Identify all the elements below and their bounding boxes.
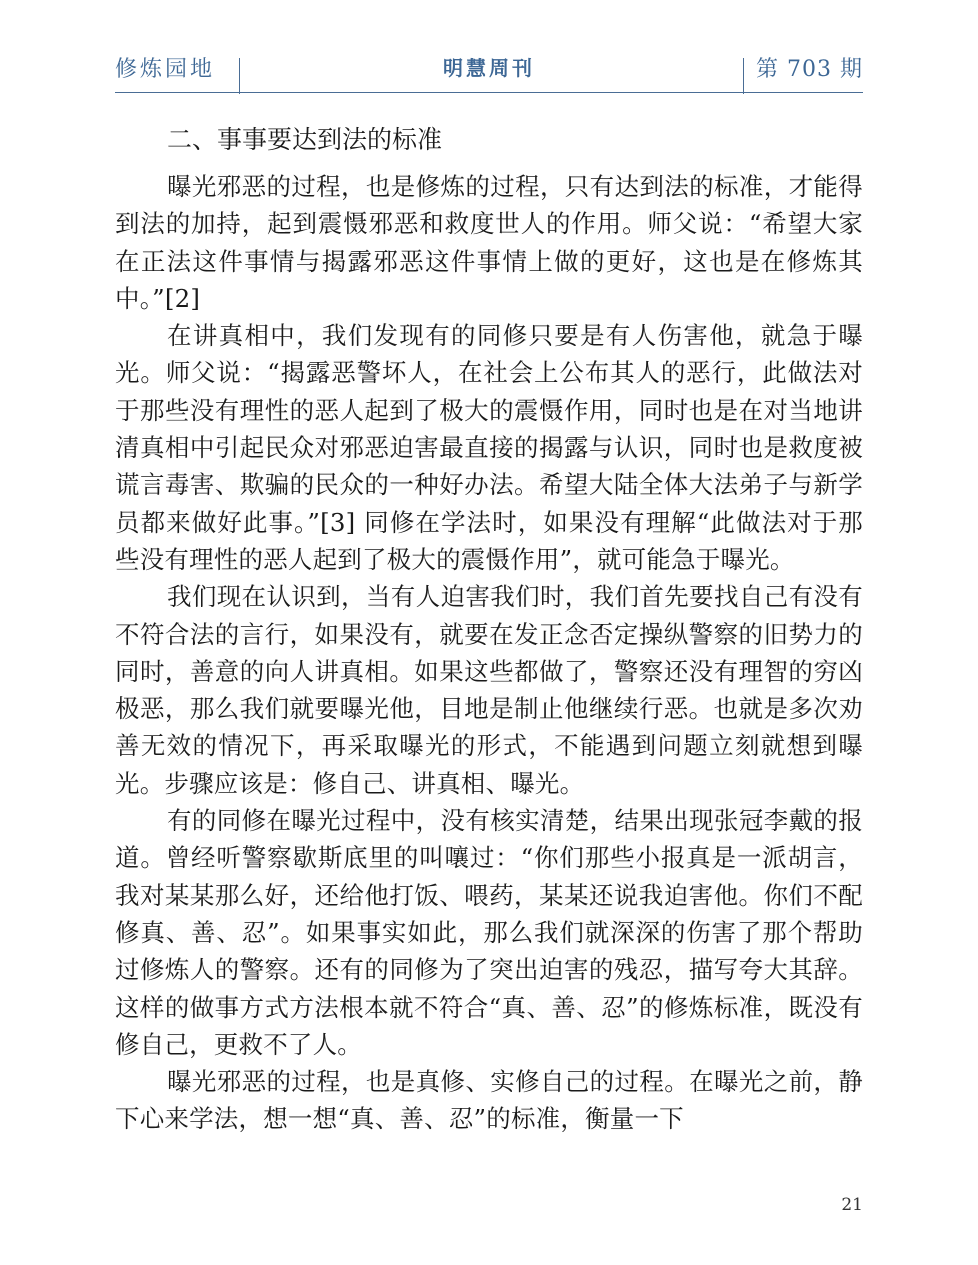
page-number: 21: [841, 1195, 863, 1215]
publication-title: 明慧周刊: [443, 56, 535, 80]
paragraph-2: 在讲真相中，我们发现有的同修只要是有人伤害他，就急于曝光。师父说：“揭露恶警坏人，在社会上公布其人的恶行，此做法对于那些没有理性的恶人起到了极大的震慑作用，同时也是在对当地讲清真相中引起民众对邪恶迫害最直接的揭露与认识，同时也是救度被谎言毒害、欺骗的民众的一种好办法。希望大陆全体大法弟子与新学员都来做好此事。”[3] 同修在学法时，如果没有理解“此做法对于那些没有理性的恶人起到了极大的震慑作用”，就可能急于曝光。: [115, 321, 863, 574]
section-heading: 二、事事要达到法的标准: [167, 125, 443, 154]
article-body: [115, 120, 863, 1138]
issue-number: 第 703 期: [756, 57, 863, 82]
header-divider-right: [743, 58, 744, 94]
header-rule: [115, 92, 863, 93]
section-name: 修炼园地: [115, 57, 216, 82]
paragraph-4: 有的同修在曝光过程中，没有核实清楚，结果出现张冠李戴的报道。曾经听警察歇斯底里的叫嚷过：“你们那些小报真是一派胡言，我对某某那么好，还给他打饭、喂药，某某还说我迫害他。你们不配修真、善、忍”。如果事实如此，那么我们就深深的伤害了那个帮助过修炼人的警察。还有的同修为了突出迫害的残忍，描写夸大其辞。这样的做事方式方法根本就不符合“真、善、忍”的修炼标准，既没有修自己，更救不了人。: [115, 806, 863, 1059]
paragraph-1: 曝光邪恶的过程，也是修炼的过程，只有达到法的标准，才能得到法的加持，起到震慑邪恶和救度世人的作用。师父说：“希望大家在正法这件事情与揭露邪恶这件事情上做的更好，这也是在修炼其中。”[2]: [115, 172, 863, 313]
paragraph-3: 我们现在认识到，当有人迫害我们时，我们首先要找自己有没有不符合法的言行，如果没有，就要在发正念否定操纵警察的旧势力的同时，善意的向人讲真相。如果这些都做了，警察还没有理智的穷凶极恶，那么我们就要曝光他，目地是制止他继续行恶。也就是多次劝善无效的情况下，再采取曝光的形式，不能遇到问题立刻就想到曝光。步骤应该是：修自己、讲真相、曝光。: [115, 582, 863, 798]
page-header: [115, 48, 863, 92]
paragraph-5: 曝光邪恶的过程，也是真修、实修自己的过程。在曝光之前，静下心来学法，想一想“真、善、忍”的标准，衡量一下: [115, 1067, 863, 1134]
